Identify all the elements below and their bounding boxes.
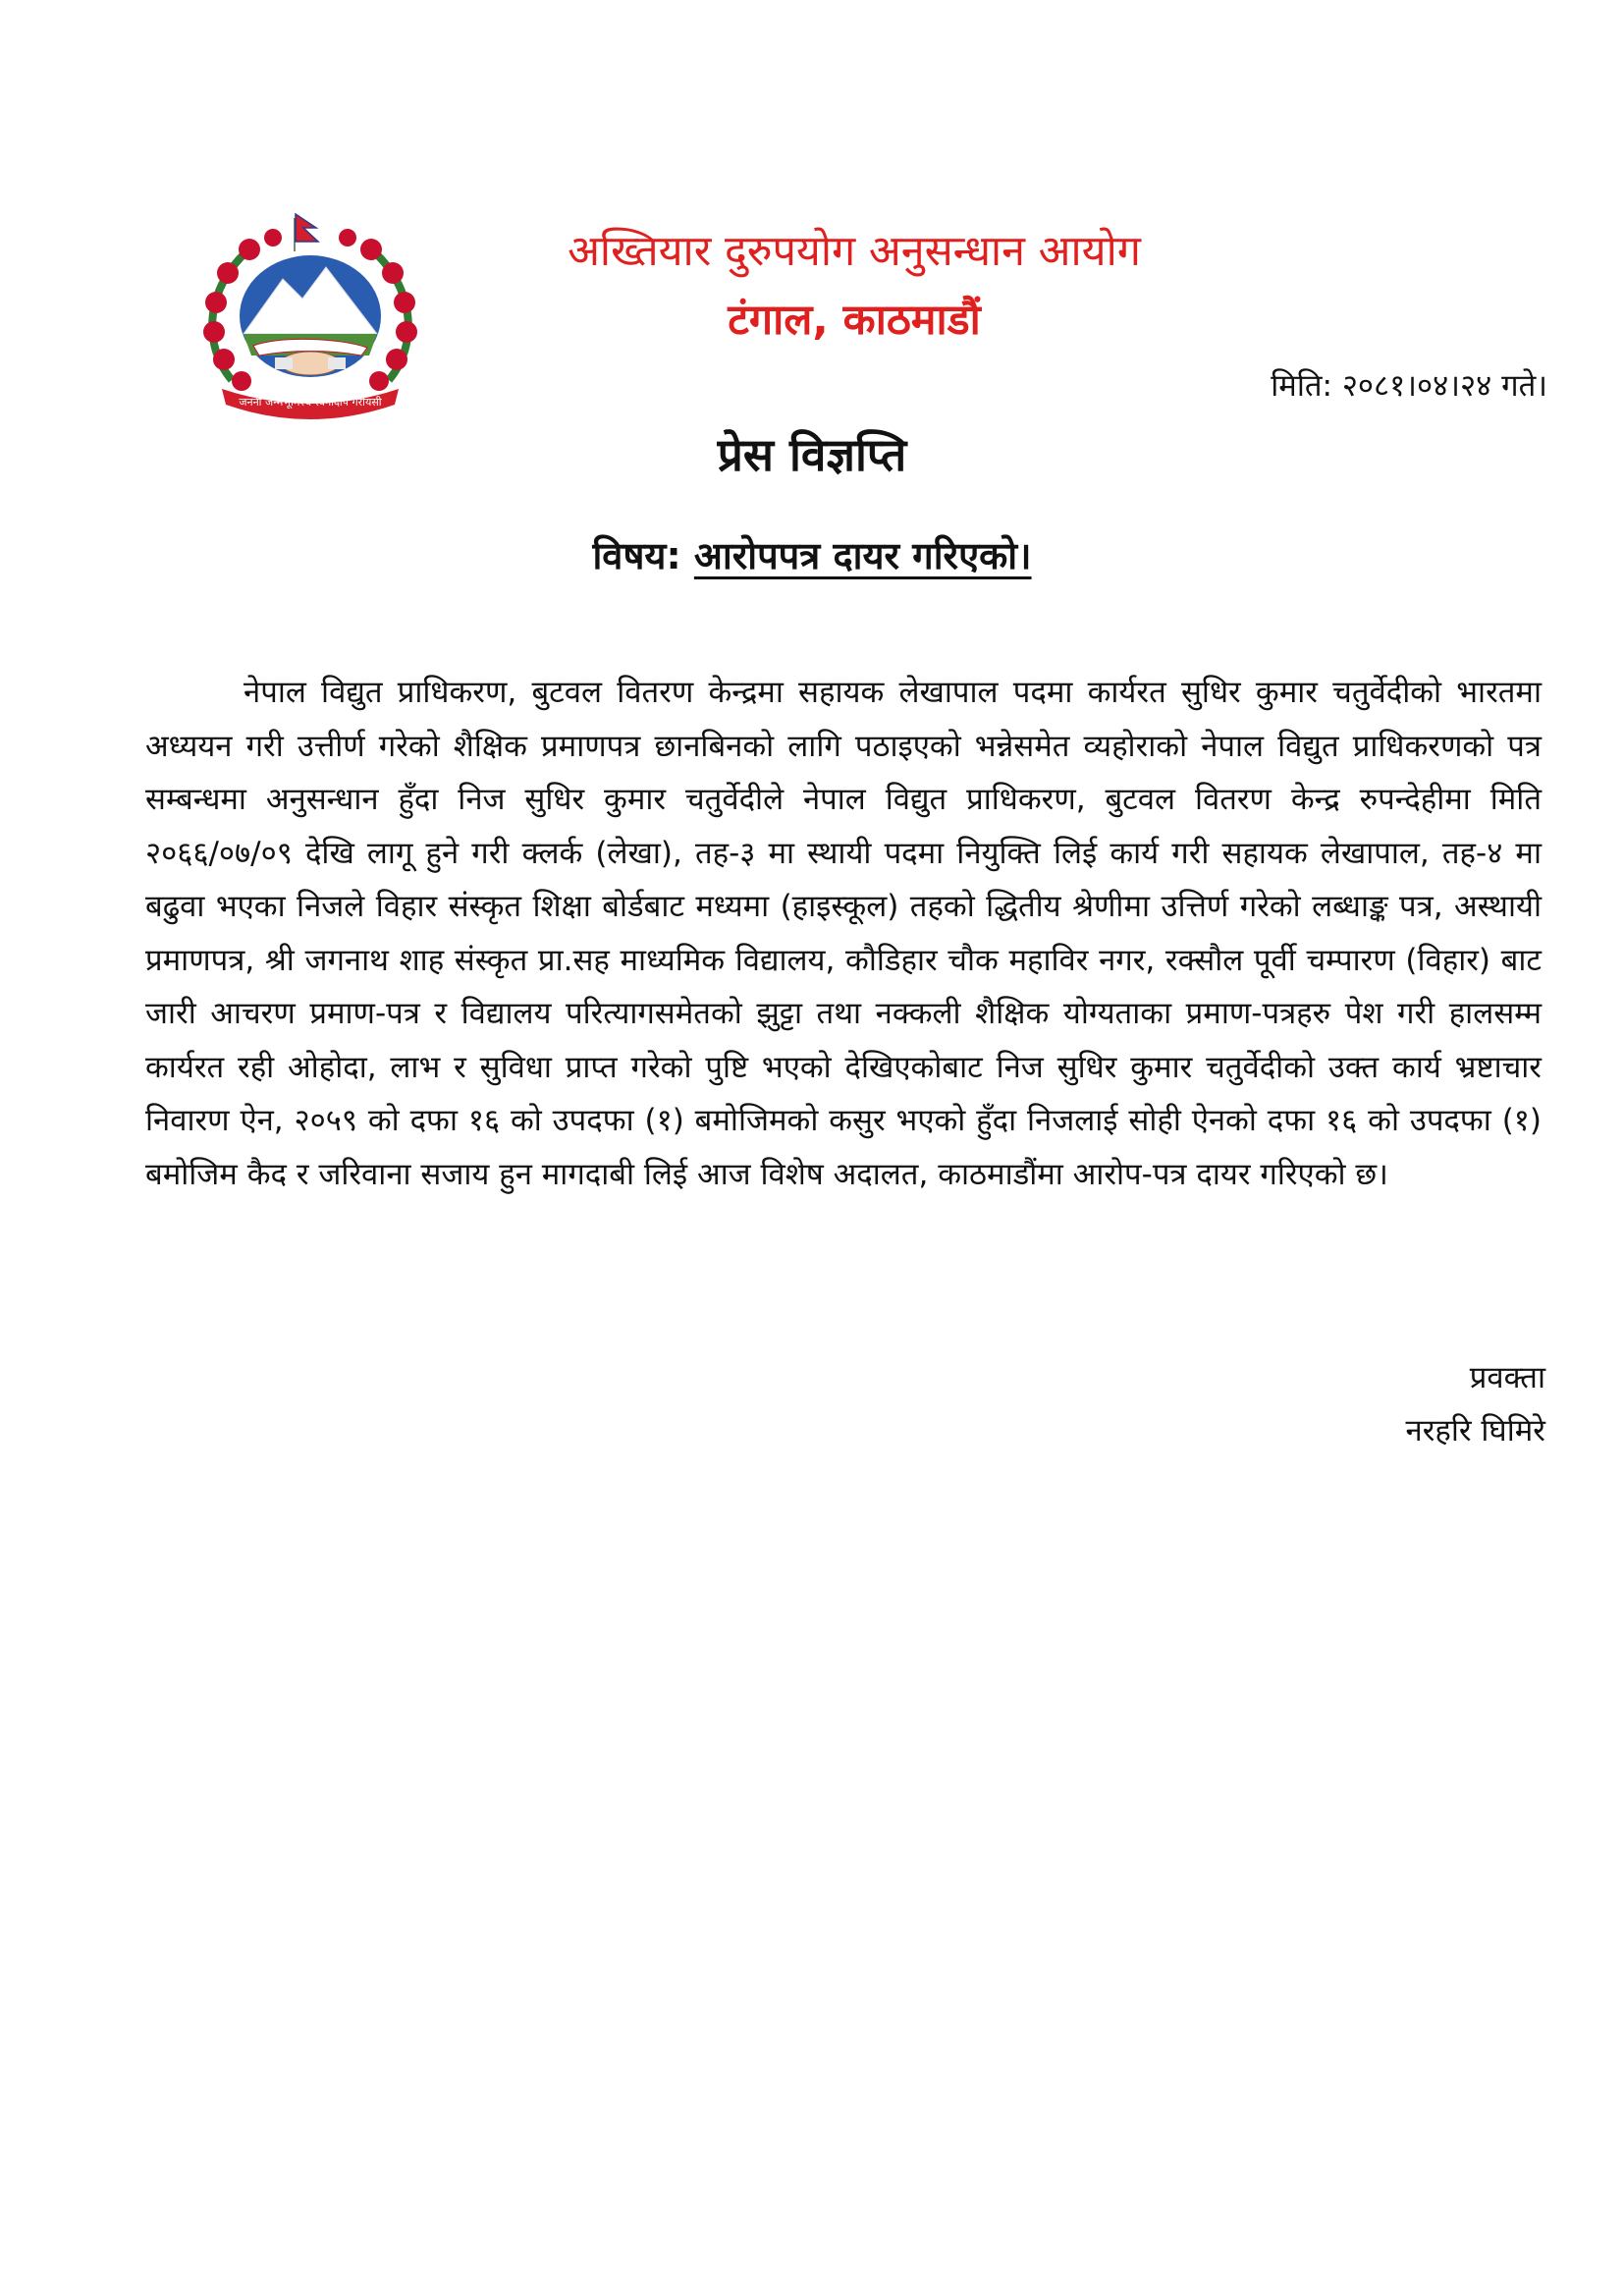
- body-paragraph: नेपाल विद्युत प्राधिकरण, बुटवल वितरण केन्द्रमा सहायक लेखापाल पदमा कार्यरत सुधिर कुमार चतुर्वेदीको भारतमा अध्ययन गरी उत्तीर्ण गरेको शैक्षिक प्रमाणपत्र छानबिनको लागि पठाइएको भन्नेसमेत व्यहोराको नेपाल विद्युत प्राधिकरणको पत्र सम्बन्धमा अनुसन्धान हुँदा निज सुधिर कुमार चतुर्वेदीले नेपाल विद्युत प्राधिकरण, बुटवल वितरण केन्द्र रुपन्देहीमा मिति २०६६/०७/०९ देखि लागू हुने गरी क्लर्क (लेखा), तह-३ मा स्थायी पदमा नियुक्ति लिई कार्य गरी सहायक लेखापाल, तह-४ मा बढुवा भएका निजले विहार संस्कृत शिक्षा बोर्डबाट मध्यमा (हाइस्कूल) तहको द्धितीय श्रेणीमा उत्तिर्ण गरेको लब्धाङ्क पत्र, अस्थायी प्रमाणपत्र, श्री जगनाथ शाह संस्कृत प्रा.सह माध्यमिक विद्यालय, कौडिहार चौक महाविर नगर, रक्सौल पूर्वी चम्पारण (विहार) बाट जारी आचरण प्रमाण-पत्र र विद्यालय परित्यागसमेतको झुट्टा तथा नक्कली शैक्षिक योग्यताका प्रमाण-पत्रहरु पेश गरी हालसम्म कार्यरत रही ओहोदा, लाभ र सुविधा प्राप्त गरेको पुष्टि भएको देखिएकोबाट निज सुधिर कुमार चतुर्वेदीको उक्त कार्य भ्रष्टाचार निवारण ऐन, २०५९ को दफा १६ को उपदफा (१) बमोजिमको कसुर भएको हुँदा निजलाई सोही ऐनको दफा १६ को उपदफा (१) बमोजिम कैद र जरिवाना सजाय हुन मागदाबी लिई आज विशेष अदालत, काठमाडौंमा आरोप-पत्र दायर गरिएको छ।: [145, 675, 1542, 1192]
- signature-block: [1405, 1351, 1545, 1457]
- org-name: अख्तियार दुरुपयोग अनुसन्धान आयोग: [568, 227, 1141, 276]
- signature-name: नरहरि घिमिरे: [1405, 1413, 1545, 1449]
- date: मिति: २०८१।०४।२४ गते।: [1271, 368, 1547, 404]
- org-location: टंगाल, काठमाडौं: [728, 296, 981, 345]
- signature-role: प्रवक्ता: [1469, 1360, 1545, 1395]
- page-title: प्रेस विज्ञप्ति: [717, 428, 907, 481]
- subject-line: [0, 528, 1624, 583]
- subject-label: विषय:: [592, 534, 681, 577]
- flag-icon: [295, 214, 318, 251]
- nepal-emblem: [192, 208, 428, 422]
- emblem-motto: जननी जन्मभूमिश्च स्वर्गादपि गरीयसी: [239, 396, 382, 409]
- subject-text: आरोपपत्र दायर गरिएको।: [693, 534, 1032, 577]
